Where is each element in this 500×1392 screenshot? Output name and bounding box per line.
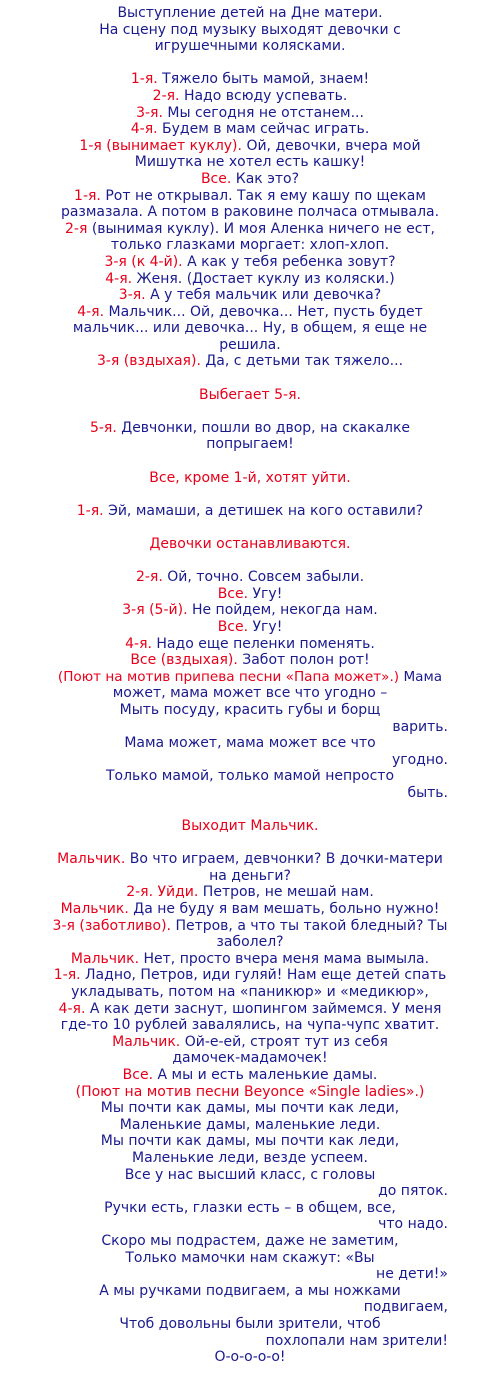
speaker: 1-я. — [76, 502, 104, 519]
line-text: Надо всюду успевать. — [183, 87, 348, 104]
dialogue-line — [2, 967, 498, 984]
dialogue-line: на деньги? — [209, 867, 291, 884]
line-text: Да, с детьми так тяжело... — [205, 353, 404, 370]
line-text: Во что играем, девчонки? В дочки-матери — [129, 851, 443, 868]
speaker: Мальчик. — [60, 901, 129, 918]
stage-direction: Все, кроме 1-й, хотят уйти. — [149, 469, 351, 486]
speaker: Все. — [217, 585, 249, 602]
speaker: 2-я. — [135, 569, 163, 586]
dialogue-line — [2, 851, 498, 868]
speaker: 1-я. — [130, 71, 158, 88]
stage-direction: Девочки останавливаются. — [149, 536, 351, 552]
speaker: Мальчик. — [70, 950, 140, 967]
dialogue-line — [2, 304, 498, 321]
line-text: А мы и есть маленькие дамы. — [157, 1067, 378, 1083]
dialogue-line — [2, 221, 498, 238]
dialogue-line: попрыгаем! — [206, 436, 294, 453]
line-text: Забот полон рот! — [242, 652, 370, 669]
dialogue-line — [2, 619, 498, 636]
dialogue-line — [2, 271, 498, 288]
song-line: не дети!» — [376, 1266, 448, 1283]
song-line: Мыть посуду, красить губы и борщ — [119, 701, 381, 718]
speaker: 4-я. — [58, 1000, 86, 1017]
speaker: 1-я (вынимает куклу). — [79, 137, 242, 154]
speaker: Все. — [200, 170, 232, 187]
dialogue-line: мальчик... или девочка... Ну, в общем, я еще не — [72, 320, 428, 337]
song-line: Маленькие дамы, маленькие леди. — [119, 1116, 381, 1133]
speaker: 2-я — [64, 220, 88, 237]
line-text: Мальчик... Ой, девочка... Нет, пусть будет — [108, 303, 423, 320]
line-text: А как дети заснут, шопингом займемся. У меня — [89, 1000, 442, 1017]
dialogue-line — [2, 138, 498, 155]
speaker: Все. — [122, 1067, 154, 1083]
speaker: 3-я (вздыхая). — [96, 353, 201, 370]
dialogue-line — [2, 105, 498, 122]
song-direction: (Поют на мотив песни Beyonce «Single ladies».) — [75, 1083, 425, 1100]
dialogue-line — [2, 503, 498, 520]
dialogue-line: где-то 10 рублей завалялись, на чупа-чупс хватит. — [60, 1017, 440, 1034]
dialogue-line — [2, 636, 498, 653]
song-line: подвигаем, — [363, 1299, 448, 1316]
dialogue-line — [2, 569, 498, 586]
dialogue-line: Мишутка не хотел есть кашку! — [134, 154, 366, 171]
stage-direction: Выходит Мальчик. — [181, 818, 319, 835]
song-line: варить. — [392, 718, 448, 735]
song-line: до пяток. — [378, 1183, 448, 1200]
dialogue-line: укладывать, потом на «паникюр» и «медикюр», — [71, 984, 429, 1001]
line-text: Петров, не мешай нам. — [202, 884, 374, 901]
speaker: 3-я (к 4-й). — [104, 253, 183, 270]
line-text: А как у тебя ребенка зовут? — [187, 253, 396, 270]
dialogue-line — [2, 1067, 498, 1084]
song-line: Только мамой, только мамой непросто — [105, 768, 395, 785]
speaker: 3-я (заботливо). — [52, 917, 171, 934]
dialogue-line: заболел? — [216, 934, 284, 951]
speaker: 2-я. Уйди. — [126, 884, 199, 901]
line-text: Будем в мам сейчас играть. — [162, 121, 370, 138]
dialogue-line — [2, 602, 498, 619]
dialogue-line — [2, 652, 498, 669]
dialogue-line — [2, 121, 498, 138]
dialogue-line — [2, 88, 498, 105]
song-line: быть. — [407, 784, 448, 801]
speaker: 5-я. — [89, 419, 117, 436]
song-line: Все у нас высший класс, с головы — [124, 1166, 376, 1183]
song-line: О-о-о-о-о! — [214, 1349, 286, 1366]
dialogue-line — [2, 586, 498, 603]
line-text: Петров, а что ты такой бледный? Ты — [175, 917, 448, 934]
dialogue-line — [2, 420, 498, 437]
dialogue-line: только глазками моргает: хлоп-хлоп. — [110, 237, 390, 254]
song-line: Мы почти как дамы, мы почти как леди, — [100, 1133, 400, 1150]
dialogue-line — [2, 1001, 498, 1018]
title-line: На сцену под музыку выходят девочки с — [99, 21, 401, 38]
speaker: 3-я (5-й). — [122, 602, 188, 619]
song-direction: (Поют на мотив припева песни «Папа может».) — [57, 668, 400, 685]
line-text: Нет, просто вчера меня мама вымыла. — [143, 950, 430, 967]
song-line: Маленькие леди, везде успеем. — [132, 1149, 368, 1166]
song-line: похлопали нам зрители! — [265, 1332, 448, 1349]
speaker: 4-я. — [130, 121, 158, 138]
speaker: 4-я. — [105, 270, 133, 287]
line-text: Ой, точно. Совсем забыли. — [167, 569, 365, 586]
dialogue-line — [2, 918, 498, 935]
song-line: угодно. — [391, 751, 448, 768]
song-line: что надо. — [378, 1216, 448, 1233]
song-line: Ручки есть, глазки есть – в общем, все, — [104, 1199, 396, 1216]
dialogue-line: размазала. А потом в раковине полчаса отмывала. — [60, 204, 440, 221]
dialogue-line — [2, 171, 498, 188]
speaker: 1-я. — [53, 967, 81, 984]
line-text: Мы сегодня не отстанем... — [167, 104, 364, 121]
speaker: Все (вздыхая). — [130, 652, 238, 669]
speaker: Мальчик. — [57, 851, 126, 868]
dialogue-line — [2, 287, 498, 304]
song-line: Только мамочки нам скажут: «Вы — [125, 1249, 375, 1266]
speaker: 2-я. — [152, 87, 180, 104]
speaker: 1-я. — [74, 187, 101, 204]
dialogue-line: дамочек-мадамочек! — [172, 1050, 328, 1067]
speaker: Мальчик. — [112, 1033, 181, 1050]
line-text: Женя. (Достает куклу из коляски.) — [136, 270, 395, 287]
line-text: Тяжело быть мамой, знаем! — [162, 71, 370, 88]
title-line: игрушечными колясками. — [154, 38, 346, 55]
stage-direction: Выбегает 5-я. — [199, 386, 301, 403]
song-line: может, мама может все что угодно – — [112, 685, 388, 702]
line-text: Да не буду я вам мешать, больно нужно! — [133, 901, 440, 918]
song-line: Мама может, мама может все что — [124, 735, 376, 752]
dialogue-line — [2, 353, 498, 370]
line-text: Угу! — [252, 585, 283, 602]
line-text: Надо еще пеленки поменять. — [156, 635, 375, 652]
line-text: Ой-е-ей, строят тут из себя — [184, 1033, 388, 1050]
speaker: 4-я. — [125, 635, 152, 652]
title-line: Выступление детей на Дне матери. — [117, 5, 383, 21]
line-text: Угу! — [252, 618, 283, 635]
song-line: Скоро мы подрастем, даже не заметим, — [101, 1232, 399, 1249]
line-text: Ладно, Петров, иди гуляй! Нам еще детей спать — [85, 967, 447, 984]
song-line: А мы ручками подвигаем, а мы ножками — [99, 1282, 401, 1299]
song-line: Чтоб довольны были зрители, чтоб — [119, 1315, 381, 1332]
dialogue-line — [2, 188, 498, 205]
speaker: 4-я. — [77, 303, 105, 320]
song-line: Мы почти как дамы, мы почти как леди, — [100, 1100, 400, 1117]
dialogue-line — [2, 884, 498, 901]
speaker: 3-я. — [136, 104, 163, 121]
line-text: Девчонки, пошли во двор, на скакалке — [121, 419, 411, 436]
speaker: Все. — [217, 618, 249, 635]
line-text: Рот не открывал. Так я ему кашу по щекам — [105, 187, 426, 204]
line-text: Эй, мамаши, а детишек на кого оставили? — [108, 502, 424, 519]
dialogue-line — [2, 71, 498, 88]
dialogue-line: решила. — [219, 336, 281, 353]
line-text: Не пойдем, некогда нам. — [191, 602, 378, 619]
line-text: Ой, девочки, вчера мой — [246, 137, 421, 154]
dialogue-line — [2, 1034, 498, 1051]
line-text: Мама — [403, 668, 443, 685]
dialogue-line — [2, 669, 498, 686]
dialogue-line — [2, 901, 498, 918]
speaker: 3-я. — [118, 287, 146, 304]
line-text: (вынимая куклу). И моя Аленка ничего не ест, — [91, 220, 435, 237]
dialogue-line — [2, 254, 498, 271]
dialogue-line — [2, 951, 498, 968]
line-text: А у тебя мальчик или девочка? — [150, 287, 382, 304]
line-text: Как это? — [235, 170, 300, 187]
